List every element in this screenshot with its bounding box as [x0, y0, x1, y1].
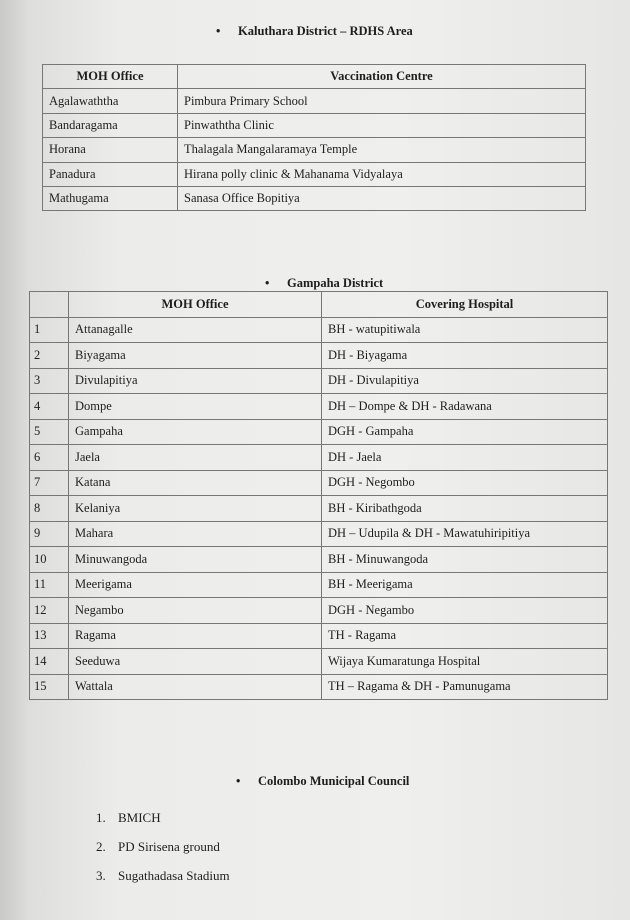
kalutara-table-body — [43, 89, 586, 211]
covering-hospital-cell: DGH - Gampaha — [322, 419, 608, 445]
column-header-number — [30, 292, 69, 318]
covering-hospital-cell: BH - watupitiwala — [322, 317, 608, 343]
moh-office-cell: Negambo — [69, 598, 322, 624]
moh-office-cell: Meerigama — [69, 572, 322, 598]
moh-office-cell: Mahara — [69, 521, 322, 547]
covering-hospital-cell: BH - Kiribathgoda — [322, 496, 608, 522]
table-row — [43, 186, 586, 210]
list-item-number: 2. — [96, 839, 106, 854]
table-row — [30, 521, 608, 547]
vaccination-centre-cell: Sanasa Office Bopitiya — [178, 186, 586, 210]
table-header-row — [30, 292, 608, 318]
bullet-icon: • — [216, 24, 221, 38]
list-item — [96, 839, 230, 868]
table-row — [30, 674, 608, 700]
moh-office-cell: Jaela — [69, 445, 322, 471]
row-number-cell: 12 — [30, 598, 69, 624]
covering-hospital-cell: DH – Dompe & DH - Radawana — [322, 394, 608, 420]
colombo-heading: • Colombo Municipal Council — [236, 774, 410, 788]
covering-hospital-cell: DGH - Negambo — [322, 598, 608, 624]
covering-hospital-cell: BH - Meerigama — [322, 572, 608, 598]
moh-office-cell: Attanagalle — [69, 317, 322, 343]
row-number-cell: 3 — [30, 368, 69, 394]
vaccination-centre-cell: Thalagala Mangalaramaya Temple — [178, 138, 586, 162]
bullet-icon: • — [265, 276, 270, 290]
covering-hospital-cell: DH - Biyagama — [322, 343, 608, 369]
row-number-cell: 6 — [30, 445, 69, 471]
column-header-covering-hospital: Covering Hospital — [322, 292, 608, 318]
table-row — [43, 138, 586, 162]
list-item-text: PD Sirisena ground — [118, 839, 220, 854]
row-number-cell: 8 — [30, 496, 69, 522]
moh-office-cell: Katana — [69, 470, 322, 496]
vaccination-centre-cell: Pinwaththa Clinic — [178, 113, 586, 137]
moh-office-cell: Kelaniya — [69, 496, 322, 522]
table-row — [30, 598, 608, 624]
gampaha-table — [29, 291, 608, 700]
table-row — [30, 317, 608, 343]
list-item — [96, 868, 230, 897]
moh-office-cell: Ragama — [69, 623, 322, 649]
table-row — [30, 419, 608, 445]
colombo-venue-list — [96, 810, 230, 897]
covering-hospital-cell: DH - Divulapitiya — [322, 368, 608, 394]
table-row — [43, 89, 586, 113]
table-row — [30, 368, 608, 394]
covering-hospital-cell: Wijaya Kumaratunga Hospital — [322, 649, 608, 675]
table-header-row — [43, 65, 586, 89]
table-row — [30, 649, 608, 675]
table-row — [30, 445, 608, 471]
table-row — [43, 162, 586, 186]
moh-office-cell: Dompe — [69, 394, 322, 420]
column-header-moh-office: MOH Office — [69, 292, 322, 318]
row-number-cell: 5 — [30, 419, 69, 445]
column-header-vaccination-centre: Vaccination Centre — [178, 65, 586, 89]
row-number-cell: 4 — [30, 394, 69, 420]
covering-hospital-cell: TH - Ragama — [322, 623, 608, 649]
list-item-number: 3. — [96, 868, 106, 883]
table-row — [30, 470, 608, 496]
gampaha-heading: • Gampaha District — [265, 276, 384, 290]
row-number-cell: 13 — [30, 623, 69, 649]
moh-office-cell: Minuwangoda — [69, 547, 322, 573]
moh-office-cell: Wattala — [69, 674, 322, 700]
moh-office-cell: Gampaha — [69, 419, 322, 445]
row-number-cell: 7 — [30, 470, 69, 496]
table-row — [43, 113, 586, 137]
covering-hospital-cell: TH – Ragama & DH - Pamunugama — [322, 674, 608, 700]
covering-hospital-cell: DGH - Negombo — [322, 470, 608, 496]
row-number-cell: 10 — [30, 547, 69, 573]
moh-office-cell: Horana — [43, 138, 178, 162]
row-number-cell: 1 — [30, 317, 69, 343]
moh-office-cell: Seeduwa — [69, 649, 322, 675]
row-number-cell: 2 — [30, 343, 69, 369]
moh-office-cell: Panadura — [43, 162, 178, 186]
table-row — [30, 496, 608, 522]
moh-office-cell: Mathugama — [43, 186, 178, 210]
moh-office-cell: Divulapitiya — [69, 368, 322, 394]
table-row — [30, 572, 608, 598]
vaccination-centre-cell: Pimbura Primary School — [178, 89, 586, 113]
gampaha-table-body — [30, 317, 608, 700]
moh-office-cell: Biyagama — [69, 343, 322, 369]
row-number-cell: 15 — [30, 674, 69, 700]
row-number-cell: 11 — [30, 572, 69, 598]
list-item-text: Sugathadasa Stadium — [118, 868, 230, 883]
table-row — [30, 623, 608, 649]
vaccination-centre-cell: Hirana polly clinic & Mahanama Vidyalaya — [178, 162, 586, 186]
kalutara-table — [42, 64, 586, 211]
bullet-icon: • — [236, 774, 241, 788]
list-item — [96, 810, 230, 839]
table-row — [30, 394, 608, 420]
list-item-number: 1. — [96, 810, 106, 825]
row-number-cell: 9 — [30, 521, 69, 547]
covering-hospital-cell: DH – Udupila & DH - Mawatuhiripitiya — [322, 521, 608, 547]
moh-office-cell: Bandaragama — [43, 113, 178, 137]
table-row — [30, 343, 608, 369]
column-header-moh-office: MOH Office — [43, 65, 178, 89]
table-row — [30, 547, 608, 573]
covering-hospital-cell: BH - Minuwangoda — [322, 547, 608, 573]
covering-hospital-cell: DH - Jaela — [322, 445, 608, 471]
row-number-cell: 14 — [30, 649, 69, 675]
moh-office-cell: Agalawaththa — [43, 89, 178, 113]
list-item-text: BMICH — [118, 810, 161, 825]
kalutara-heading: • Kaluthara District – RDHS Area — [216, 24, 413, 38]
